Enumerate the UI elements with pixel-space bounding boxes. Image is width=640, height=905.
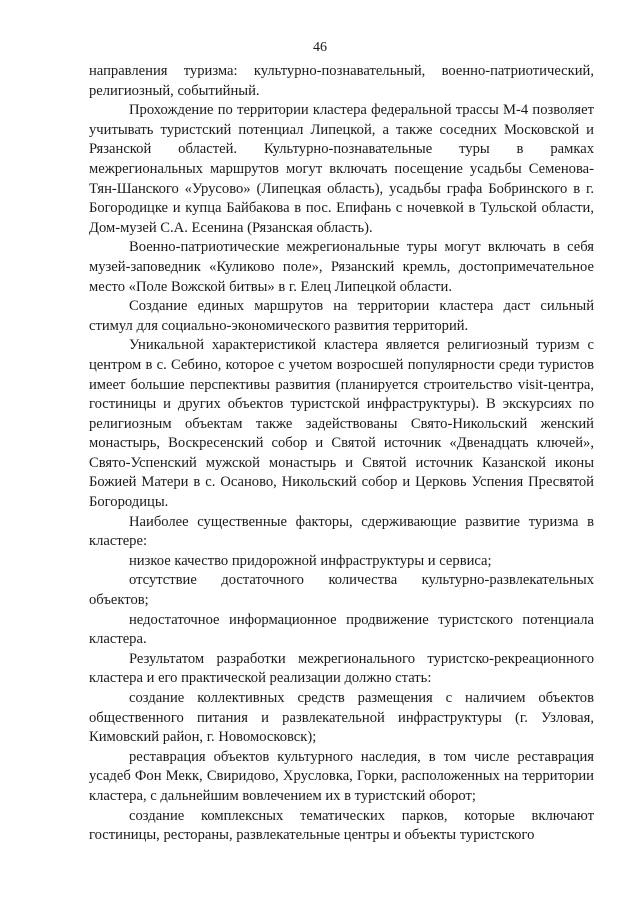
list-item-restoration: реставрация объектов культурного наследия, в том числе реставрация усадеб Фон Мекк, Свиридово, Хрусловка, Горки, расположенных на территории кластера, с дальнейшим вовлечением их в туристский оборот; — [89, 748, 594, 804]
list-item-promotion: недостаточное информационное продвижение туристского потенциала кластера. — [89, 611, 594, 648]
paragraph-continuation: направления туризма: культурно-познавательный, военно-патриотический, религиозный, событийный. — [89, 63, 594, 99]
page-number: 46 — [313, 40, 327, 55]
paragraph-constraining-factors: Наиболее существенные факторы, сдерживающие развитие туризма в кластере: — [89, 513, 594, 550]
list-item-accommodation: создание коллективных средств размещения с наличием объектов общественного питания и развлекательной инфраструктуры (г. Узловая, Кимовский район, г. Новомосковск); — [89, 690, 594, 746]
paragraph-m4-route: Прохождение по территории кластера федеральной трассы М-4 позволяет учитывать туристский потенциал Липецкой, а также соседних Московской и Рязанской областей. Культурно-познавательные туры в рамках межрегиональных маршрутов могут включать посещение усадьбы Семенова-Тян-Шанского «Урусово» (Липецкая область), усадьбы графа Бобринского в г. Богородицке и купца Байбакова в пос. Епифань с ночевкой в Тульской области, Дом-музей С.А. Есенина (Рязанская область). — [89, 102, 594, 236]
paragraph-unified-routes: Создание единых маршрутов на территории кластера даст сильный стимул для социально-экономического развития территорий. — [89, 298, 594, 334]
list-item-theme-parks: создание комплексных тематических парков, которые включают гостиницы, рестораны, развлекательные центры и объекты туристского — [89, 807, 594, 844]
list-item-roadside-infrastructure: низкое качество придорожной инфраструктуры и сервиса; — [129, 552, 492, 569]
document-body — [89, 62, 594, 846]
paragraph-expected-results: Результатом разработки межрегионального туристско-рекреационного кластера и его практической реализации должно стать: — [89, 650, 594, 687]
list-item-entertainment-objects: отсутствие достаточного количества культурно-развлекательных объектов; — [89, 572, 594, 609]
paragraph-religious-tourism: Уникальной характеристикой кластера является религиозный туризм с центром в с. Себино, которое с учетом возросшей популярности среди туристов имеет большие перспективы развития (планируется строительство visit-центра, гостиницы и других объектов туристской инфраструктуры). В экскурсиях по религиозным объектам также задействованы Свято-Никольский женский монастырь, Воскресенский собор и Святой источник «Двенадцать ключей», Свято-Успенский мужской монастырь и Святой источник Казанской иконы Божией Матери в с. Осаново, Никольский собор и Церковь Успения Пресвятой Богородицы. — [89, 337, 594, 511]
paragraph-military-tours: Военно-патриотические межрегиональные туры могут включать в себя музей-заповедник «Куликово поле», Рязанский кремль, достопримечательное место «Поле Вожской битвы» в г. Елец Липецкой области. — [89, 239, 594, 295]
